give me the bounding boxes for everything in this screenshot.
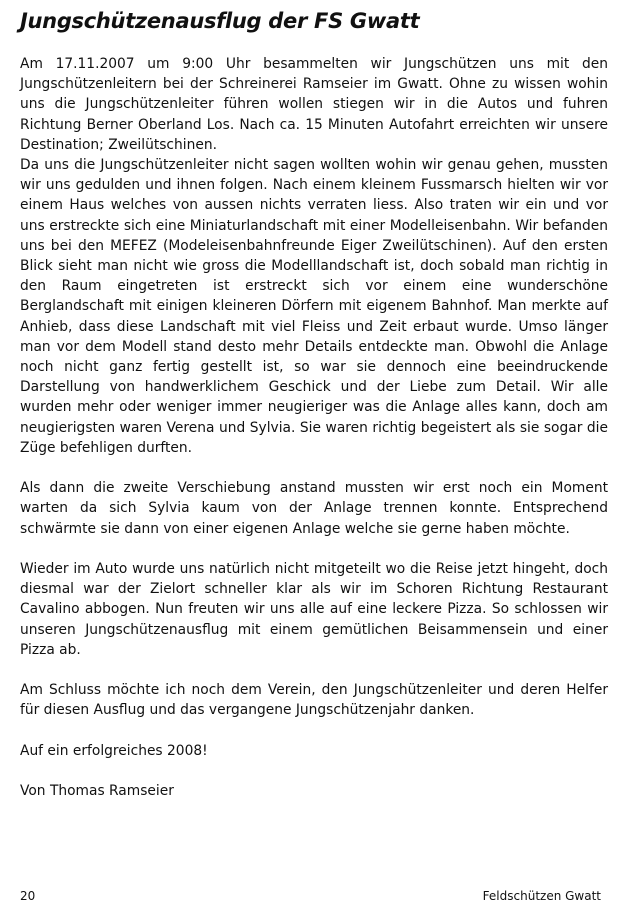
- page-number: 20: [20, 889, 36, 903]
- paragraph-model-railway: Da uns die Jungschützenleiter nicht sagen wollten wohin wir genau gehen, mussten wir uns gedulden und ihnen folgen. Nach einem kleinem Fussmarsch hielten wir vor einem Haus welches von aussen nichts verraten liess. Also traten wir ein und vor uns erstreckte sich eine Miniaturlandschaft mit einer Modelleisenbahn. Wir befanden uns bei den MEFEZ (Modeleisenbahnfreunde Eiger Zweilütschinen). Auf den ersten Blick sieht man nicht wie gross die Modelllandschaft ist, doch sobald man richtig in den Raum eingetreten ist erstreckt sich vor einem eine wunderschöne Berglandschaft mit einigen kleineren Dörfern mit eigenem Bahnhof. Man merkte auf Anhieb, dass diese Landschaft mit viel Fleiss und Zeit erbaut wurde. Umso länger man vor dem Modell stand desto mehr Details entdeckte man. Obwohl die Anlage noch nicht ganz fertig gestellt ist, so war sie dennoch eine beeindruckende Darstellung von handwerklichem Geschick und der Liebe zum Detail. Wir alle wurden mehr oder weniger immer neugieriger was die Anlage alles kann, doch am neugierigsten waren Verena und Sylvia. Sie waren richtig begeistert als sie sogar die Züge befehligen durften.: [20, 157, 608, 456]
- article-title: Jungschützenausflug der FS Gwatt: [20, 9, 420, 33]
- author-signature: Von Thomas Ramseier: [20, 783, 174, 800]
- paragraph-pizza: Wieder im Auto wurde uns natürlich nicht mitgeteilt wo die Reise jetzt hingeht, doch diesmal war der Zielort schneller klar als wir im Schoren Richtung Restaurant Cavalino abbogen. Nun freuten wir uns alle auf eine leckere Pizza. So schlossen wir unseren Jungschützenausflug mit einem gemütlichen Beisammensein und einer Pizza ab.: [20, 561, 608, 658]
- paragraph-arrival: Am 17.11.2007 um 9:00 Uhr besammelten wir Jungschützen uns mit den Jungschützenleitern bei der Schreinerei Ramseier im Gwatt. Ohne zu wissen wohin uns die Jungschützenleiter führen wollen stiegen wir in die Autos und fuhren Richtung Berner Oberland Los. Nach ca. 15 Minuten Autofahrt erreichten wir unsere Destination; Zweilütschinen.: [20, 56, 608, 153]
- paragraph-second-move: Als dann die zweite Verschiebung anstand mussten wir erst noch ein Moment warten da sich Sylvia kaum von der Anlage trennen konnte. Entsprechend schwärmte sie dann von einer eigenen Anlage welche sie gerne haben möchte.: [20, 480, 608, 537]
- paragraph-thanks: Am Schluss möchte ich noch dem Verein, den Jungschützenleiter und deren Helfer für diesen Ausflug und das vergangene Jungschützenjahr danken.: [20, 682, 608, 719]
- article-body: [20, 54, 608, 801]
- publication-name: Feldschützen Gwatt: [482, 889, 601, 903]
- paragraph-wishes: Auf ein erfolgreiches 2008!: [20, 742, 208, 759]
